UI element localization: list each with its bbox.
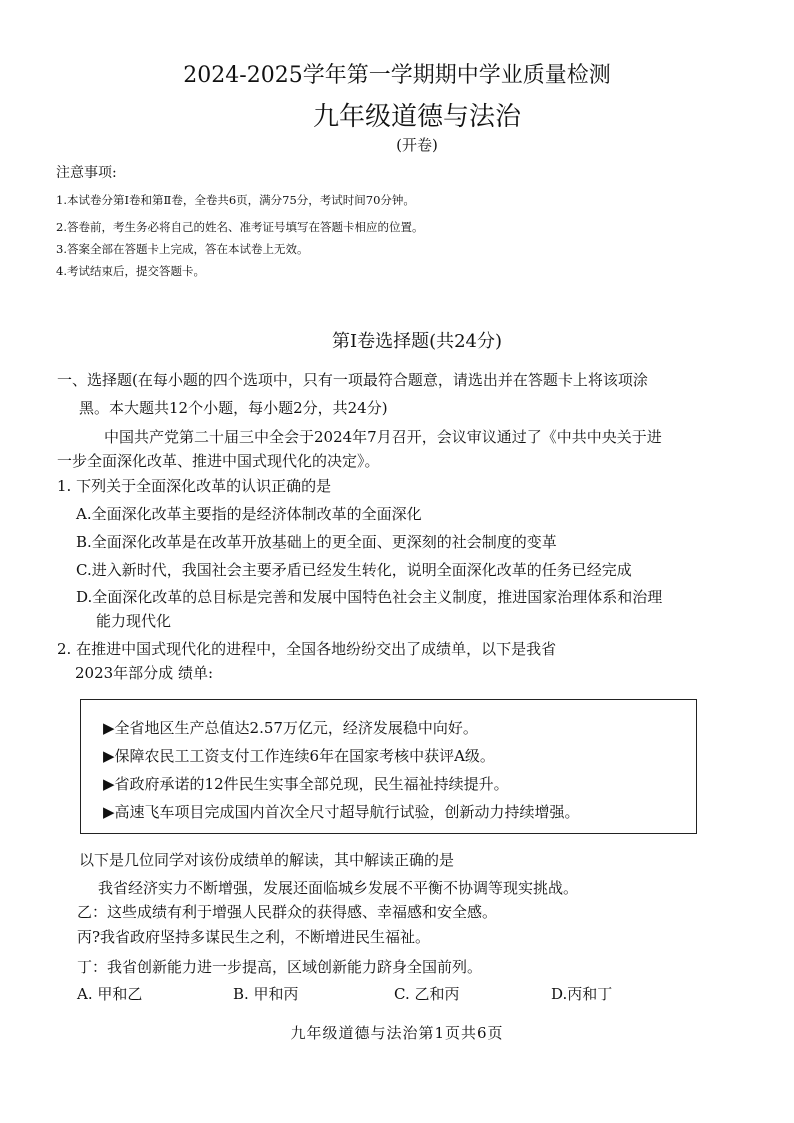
question-1: 1. 下列关于全面深化改革的认识正确的是 (57, 477, 332, 495)
achievement-item: ▶全省地区生产总值达2.57万亿元，经济发展稳中向好。 (103, 719, 478, 737)
question-2: 2. 在推进中国式现代化的进程中，全国各地纷纷交出了成绩单，以下是我省 (57, 640, 557, 658)
q2-option-a: A. 甲和乙 (77, 985, 143, 1003)
page-footer: 九年级道德与法治第1页共6页 (290, 1024, 504, 1042)
section-instruction-cont: 黑。本大题共12个小题，每小题2分，共24分) (79, 399, 388, 417)
q2-option-b: B. 甲和丙 (233, 985, 299, 1003)
q1-option-b: B.全面深化改革是在改革开放基础上的更全面、更深刻的社会制度的变革 (76, 533, 557, 551)
q2-option-d: D.丙和丁 (551, 985, 613, 1003)
question-stem-cont: 一步全面深化改革、推进中国式现代化的决定》。 (57, 452, 380, 470)
achievement-item: ▶保障农民工工资支付工作连续6年在国家考核中获评A级。 (103, 747, 495, 765)
achievement-item: ▶省政府承诺的12件民生实事全部兑现，民生福祉持续提升。 (103, 775, 509, 793)
q1-option-d: D.全面深化改革的总目标是完善和发展中国特色社会主义制度，推进国家治理体系和治理 (76, 588, 663, 606)
achievement-box (80, 699, 697, 834)
q1-option-a: A.全面深化改革主要指的是经济体制改革的全面深化 (76, 505, 422, 523)
statement-jia: 我省经济实力不断增强，发展还面临城乡发展不平衡不协调等现实挑战。 (98, 879, 579, 897)
notice-heading: 注意事项: (56, 165, 117, 181)
exam-mode-note: (开卷) (396, 136, 438, 154)
section-instruction: 一、选择题(在每小题的四个选项中，只有一项最符合题意，请选出并在答题卡上将该项涂 (57, 371, 648, 389)
statement-ding: 丁：我省创新能力进一步提高，区域创新能力跻身全国前列。 (77, 958, 483, 976)
q1-option-c: C.进入新时代，我国社会主要矛盾已经发生转化，说明全面深化改革的任务已经完成 (76, 561, 632, 579)
notice-item: 4.考试结束后，提交答题卡。 (56, 264, 205, 278)
achievement-item: ▶高速飞车项目完成国内首次全尺寸超导航行试验，创新动力持续增强。 (103, 803, 580, 821)
exam-title: 2024-2025学年第一学期期中学业质量检测 (183, 63, 611, 88)
notice-item: 3.答案全部在答题卡上完成，答在本试卷上无效。 (56, 242, 309, 256)
q2-option-c: C. 乙和丙 (394, 985, 460, 1003)
notice-item: 2.答卷前，考生务必将自己的姓名、准考证号填写在答题卡相应的位置。 (56, 220, 424, 234)
question-stem: 中国共产党第二十届三中全会于2024年7月召开，会议审议通过了《中共中央关于进 (104, 428, 662, 446)
statement-bing: 丙?我省政府坚持多谋民生之利，不断增进民生福祉。 (77, 928, 431, 946)
notice-item: 1.本试卷分第Ⅰ卷和第Ⅱ卷，全卷共6页，满分75分，考试时间70分钟。 (56, 193, 415, 207)
question-2-cont: 2023年部分成 绩单: (75, 664, 213, 682)
statement-yi: 乙：这些成绩有利于增强人民群众的获得感、幸福感和安全感。 (77, 903, 498, 921)
q2-prompt: 以下是几位同学对该份成绩单的解读，其中解读正确的是 (79, 851, 455, 869)
section-title: 第Ⅰ卷选择题(共24分) (331, 331, 503, 352)
subject-title: 九年级道德与法治 (312, 102, 521, 132)
q1-option-d-cont: 能力现代化 (96, 612, 172, 630)
